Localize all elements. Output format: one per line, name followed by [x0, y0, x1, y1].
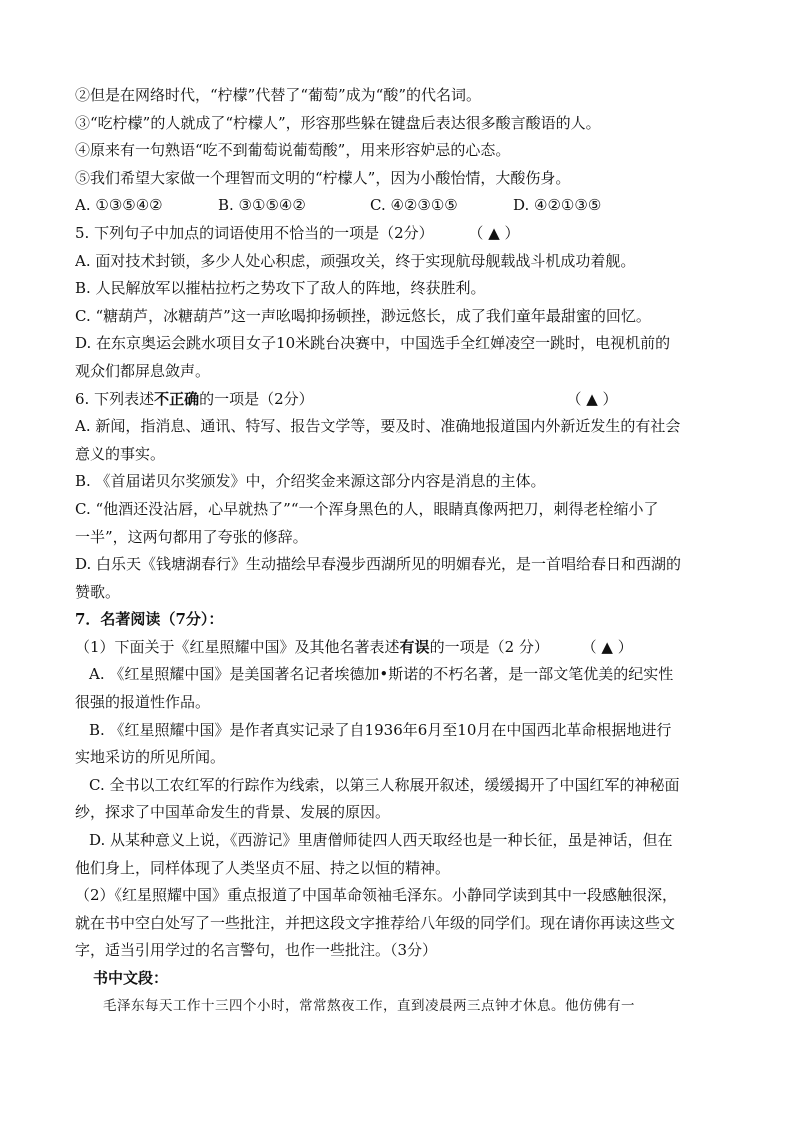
- q5-stem: 5. 下列句子中加点的词语使用不恰当的一项是（2分）: [75, 223, 434, 242]
- q7-sub1-line: [75, 634, 720, 662]
- q6-option-c-cont: 一半”，这两句都用了夸张的修辞。: [75, 527, 308, 546]
- q4-sentence-3: ③“吃柠檬”的人就成了“柠檬人”，形容那些躲在键盘后表达很多酸言酸语的人。: [75, 113, 601, 132]
- q7-title: 7．名著阅读（7分）：: [75, 610, 224, 629]
- q6-option-c: C. “他酒还没沾唇，心早就热了”“一个浑身黑色的人，眼睛真像两把刀，刺得老栓缩小了: [75, 499, 659, 518]
- q7-sub1-answer-mark: （ ▲ ）: [581, 637, 633, 656]
- q7-option-c: C. 全书以工农红军的行踪作为线索，以第三人称展开叙述，缓缓揭开了中国红军的神秘面: [89, 775, 680, 794]
- q7-option-a: A. 《红星照耀中国》是美国著名记者埃德加•斯诺的不朽名著，是一部文笔优美的纪实性: [89, 665, 674, 684]
- excerpt-heading: 书中文段：: [93, 969, 169, 987]
- exam-page: [75, 82, 720, 1020]
- q7-option-c-cont: 纱，探求了中国革命发生的背景、发展的原因。: [75, 803, 391, 822]
- q5-stem-line: [75, 220, 720, 248]
- q5-option-b: B. 人民解放军以摧枯拉朽之势攻下了敌人的阵地，终获胜利。: [75, 279, 486, 298]
- q7-sub2-line-2: 就在书中空白处写了一些批注，并把这段文字推荐给八年级的同学们。现在请你再读这些文: [75, 913, 676, 932]
- q7-option-b: B. 《红星照耀中国》是作者真实记录了自1936年6月至10月在中国西北革命根据地进行: [89, 720, 672, 739]
- q7-sub2-line-1: （2）《红星照耀中国》重点报道了中国革命领袖毛泽东。小静同学读到其中一段感触很深，: [75, 886, 678, 905]
- q4-option-d: D. ④②①③⑤: [513, 196, 602, 215]
- q7-sub1-bold: 有误: [399, 637, 430, 656]
- q7-sub1-post: 的一项是（2 分）: [429, 637, 549, 656]
- q4-options: [75, 192, 720, 220]
- q6-stem-line: [75, 386, 720, 414]
- q4-sentence-4: ④原来有一句熟语“吃不到葡萄说葡萄酸”，用来形容妒忌的心态。: [75, 141, 511, 160]
- q4-sentence-2: ②但是在网络时代，“柠檬”代替了“葡萄”成为“酸”的代名词。: [75, 86, 482, 104]
- q5-option-d-cont: 观众们都屏息敛声。: [75, 361, 211, 380]
- q6-option-d-cont: 赞歌。: [75, 582, 121, 601]
- q6-stem-bold: 不正确: [154, 389, 200, 408]
- q6-option-b: B. 《首届诺贝尔奖颁发》中，介绍奖金来源这部分内容是消息的主体。: [75, 472, 546, 491]
- q7-sub2-line-3: 字，适当引用学过的名言警句，也作一些批注。（3分）: [75, 941, 438, 960]
- q6-option-d: D. 白乐天《钱塘湖春行》生动描绘早春漫步西湖所见的明媚春光，是一首唱给春日和西湖的: [75, 555, 682, 574]
- q6-stem-pre: 6. 下列表述: [75, 389, 155, 408]
- q4-option-b: B. ③①⑤④②: [218, 196, 306, 215]
- q6-option-a: A. 新闻，指消息、通讯、特写、报告文学等，要及时、准确地报道国内外新近发生的有社会: [75, 417, 681, 436]
- q5-option-d: D. 在东京奥运会跳水项目女子10米跳台决赛中，中国选手全红婵凌空一跳时，电视机前的: [75, 334, 671, 353]
- excerpt-text: 毛泽东每天工作十三四个小时，常常熬夜工作，直到凌晨两三点钟才休息。他仿佛有一: [103, 997, 635, 1014]
- q7-option-a-cont: 很强的报道性作品。: [75, 693, 211, 712]
- q7-option-b-cont: 实地采访的所见所闻。: [75, 748, 226, 767]
- q7-sub1-pre: （1）下面关于《红星照耀中国》及其他名著表述: [75, 637, 400, 656]
- q6-stem-post: 的一项是（2分）: [199, 389, 314, 408]
- q4-sentence-5: ⑤我们希望大家做一个理智而文明的“柠檬人”，因为小酸怡情，大酸伤身。: [75, 168, 571, 187]
- q7-option-d: D. 从某种意义上说，《西游记》里唐僧师徒四人西天取经也是一种长征，虽是神话，但在: [89, 831, 673, 850]
- q6-answer-mark: （ ▲ ）: [566, 389, 618, 408]
- q5-option-a: A. 面对技术封锁，多少人处心积虑，顽强攻关，终于实现航母舰载战斗机成功着舰。: [75, 251, 636, 270]
- q5-option-c: C. “糖葫芦，冰糖葫芦”这一声吆喝抑扬顿挫，渺远悠长，成了我们童年最甜蜜的回忆。: [75, 306, 651, 325]
- q7-option-d-cont: 他们身上，同样体现了人类坚贞不屈、持之以恒的精神。: [75, 858, 451, 877]
- q4-option-a: A. ①③⑤④②: [75, 196, 163, 215]
- q5-answer-mark: （ ▲ ）: [468, 223, 520, 242]
- q4-option-c: C. ④②③①⑤: [370, 196, 458, 215]
- q6-option-a-cont: 意义的事实。: [75, 444, 166, 463]
